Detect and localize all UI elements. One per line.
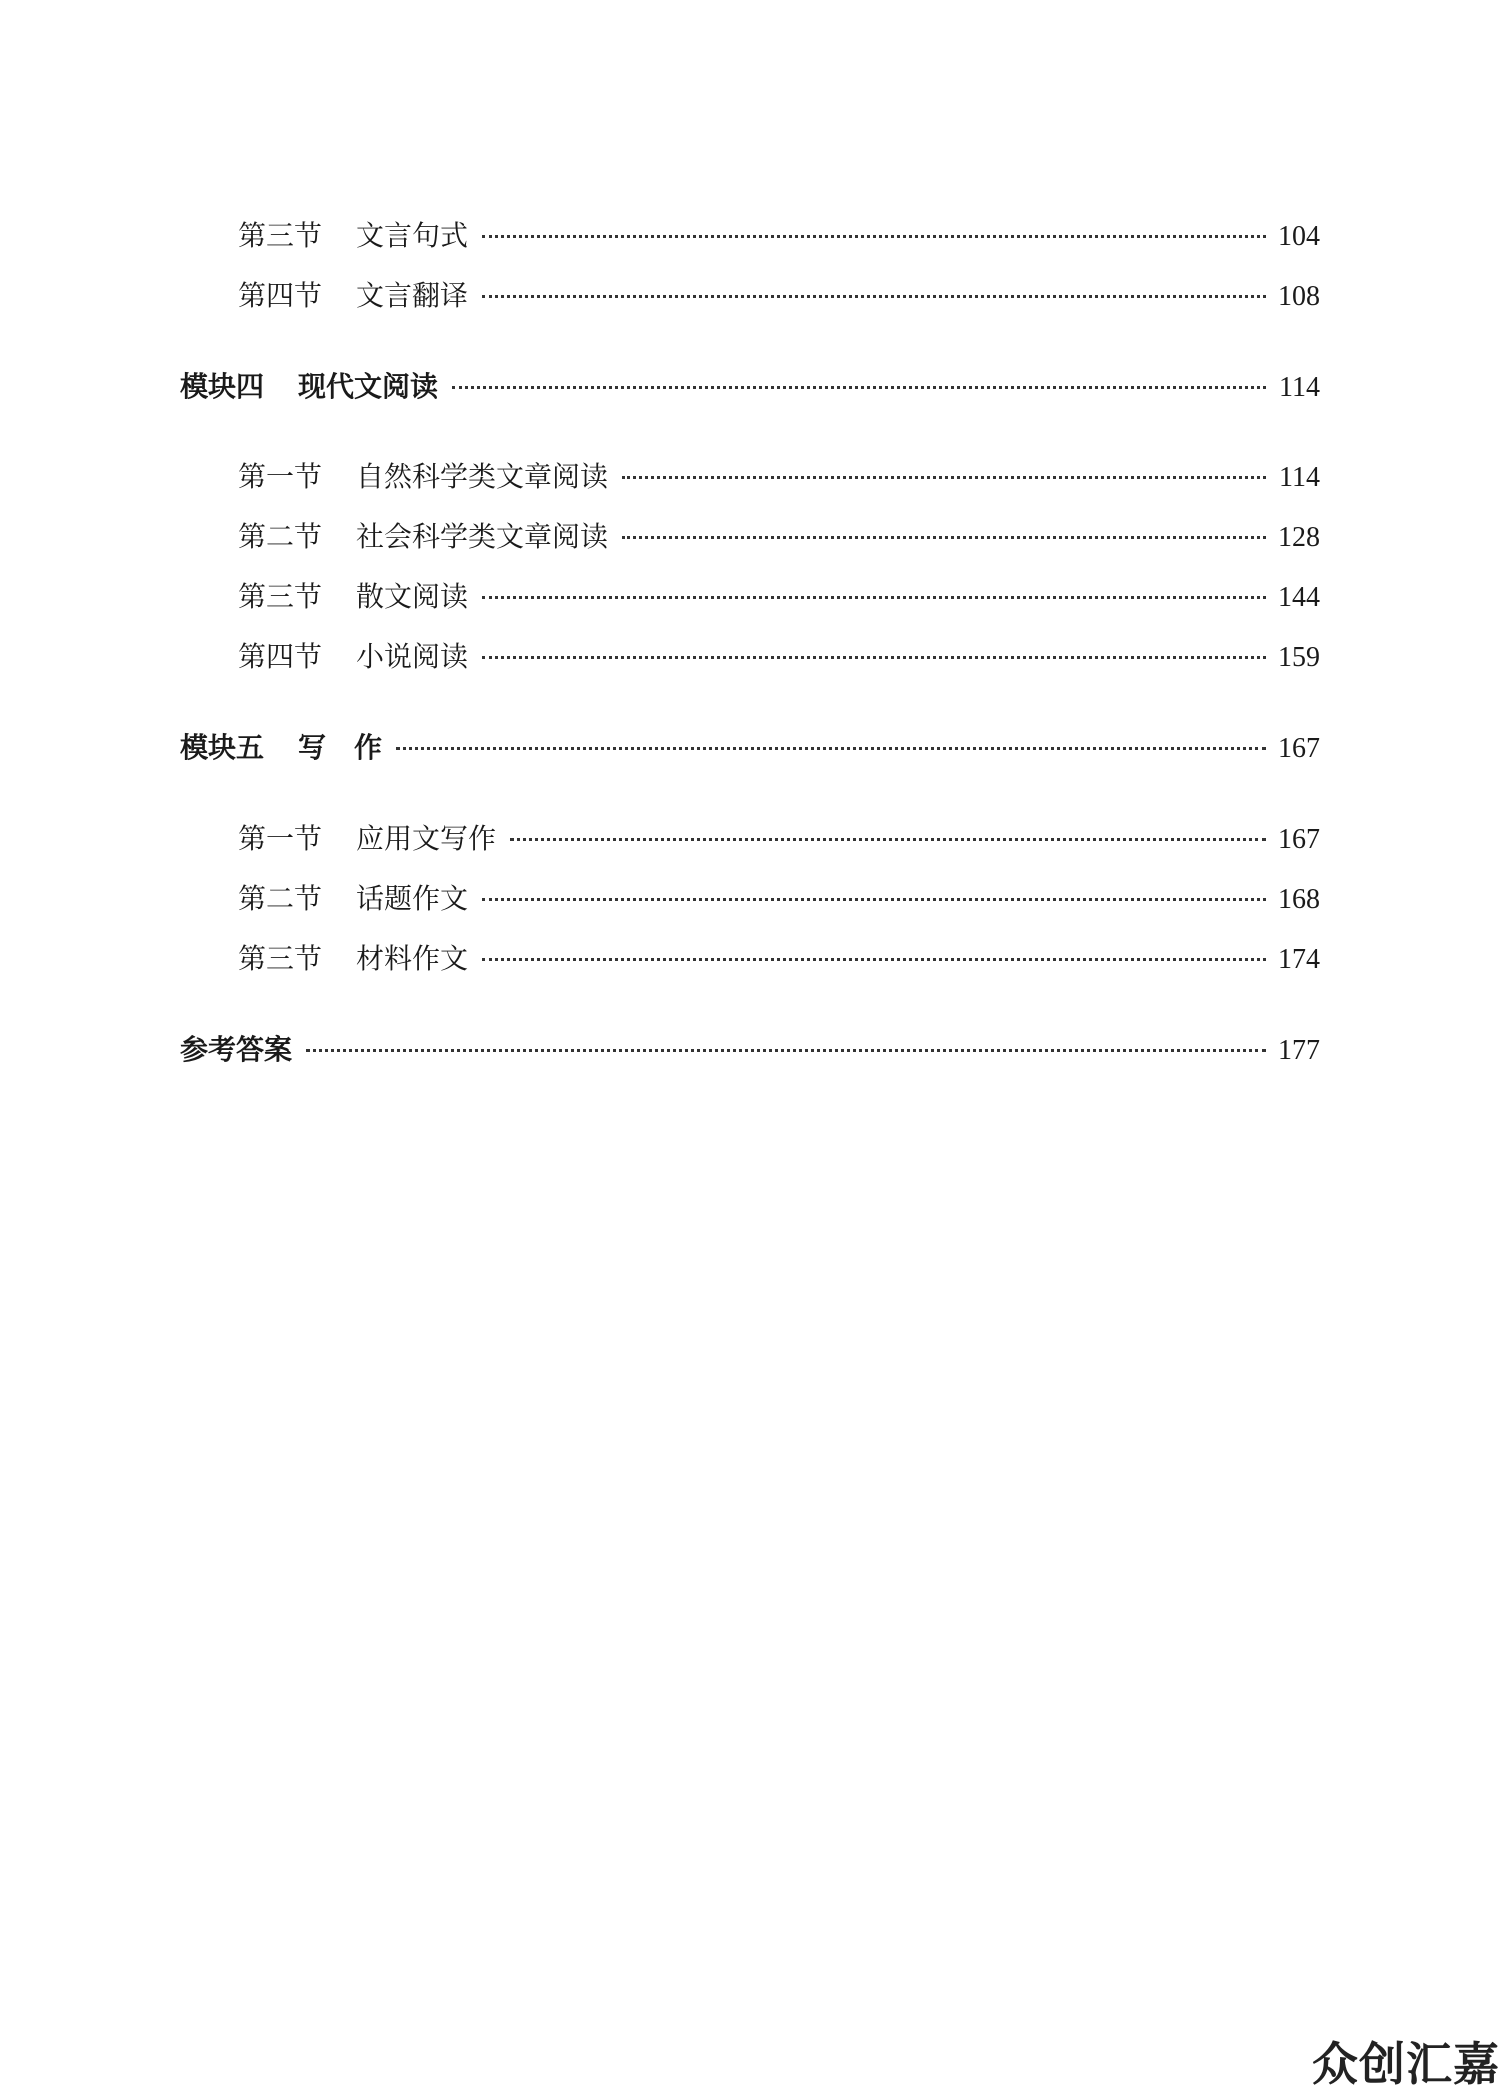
toc-entry-page: 167: [1278, 824, 1320, 855]
toc-entry-number: 第二节: [238, 520, 323, 553]
toc-entry-title: 话题作文: [356, 882, 469, 915]
toc-entry[interactable]: [238, 515, 1320, 555]
toc-entry-page: 108: [1278, 281, 1320, 312]
toc-entry[interactable]: [238, 937, 1320, 977]
dot-leader: [482, 596, 1266, 599]
toc-entry-number: 第四节: [238, 279, 323, 312]
dot-leader: [622, 476, 1266, 479]
dot-leader: [452, 386, 1266, 389]
toc-entry-title: 写 作: [298, 731, 383, 764]
toc-entry-title: 自然科学类文章阅读: [356, 460, 609, 493]
toc-entry-title: 社会科学类文章阅读: [356, 520, 609, 553]
dot-leader: [482, 656, 1266, 659]
toc-entry-page: 114: [1279, 462, 1320, 493]
toc-entry[interactable]: [238, 575, 1320, 615]
toc-entry-page: 177: [1278, 1035, 1320, 1066]
toc-entry-number: 模块四: [180, 370, 265, 403]
toc-entry[interactable]: [238, 635, 1320, 675]
toc-entry-title: 应用文写作: [356, 822, 497, 855]
toc-entry-page: 104: [1278, 221, 1320, 252]
toc-entry-number: 第三节: [238, 942, 323, 975]
toc-module-entry[interactable]: [180, 365, 1320, 405]
toc-entry-page: 159: [1278, 642, 1320, 673]
dot-leader: [482, 295, 1266, 298]
toc-entry[interactable]: [238, 817, 1320, 857]
toc-entry-number: 模块五: [180, 731, 265, 764]
toc-module-entry[interactable]: [180, 1028, 1320, 1068]
toc-entry-title: 文言句式: [356, 219, 469, 252]
toc-entry-page: 167: [1278, 733, 1320, 764]
dot-leader: [482, 235, 1266, 238]
dot-leader: [482, 898, 1266, 901]
toc-entry-title: 参考答案: [180, 1033, 293, 1066]
toc-entry[interactable]: [238, 877, 1320, 917]
toc-entry-number: 第二节: [238, 882, 323, 915]
toc-entry-title: 文言翻译: [356, 279, 469, 312]
toc-entry-number: 第一节: [238, 460, 323, 493]
toc-entry-page: 128: [1278, 522, 1320, 553]
dot-leader: [306, 1049, 1266, 1052]
toc-entry[interactable]: [238, 455, 1320, 495]
toc-entry[interactable]: [238, 274, 1320, 314]
dot-leader: [396, 747, 1266, 750]
toc-entry-page: 114: [1279, 372, 1320, 403]
toc-entry-title: 散文阅读: [356, 580, 469, 613]
toc-entry-title: 材料作文: [356, 942, 469, 975]
toc-entry-page: 144: [1278, 582, 1320, 613]
toc-entry-number: 第四节: [238, 640, 323, 673]
toc-entry-title: 现代文阅读: [298, 370, 439, 403]
toc-entry-page: 174: [1278, 944, 1320, 975]
toc-entry-page: 168: [1278, 884, 1320, 915]
toc-entry[interactable]: [238, 214, 1320, 254]
dot-leader: [622, 536, 1266, 539]
watermark-logo: 众创汇嘉: [1312, 2037, 1500, 2091]
dot-leader: [482, 958, 1266, 961]
toc-module-entry[interactable]: [180, 726, 1320, 766]
toc-entry-number: 第三节: [238, 219, 323, 252]
dot-leader: [510, 838, 1266, 841]
toc-entry-number: 第一节: [238, 822, 323, 855]
toc-entry-number: 第三节: [238, 580, 323, 613]
toc-entry-title: 小说阅读: [356, 640, 469, 673]
